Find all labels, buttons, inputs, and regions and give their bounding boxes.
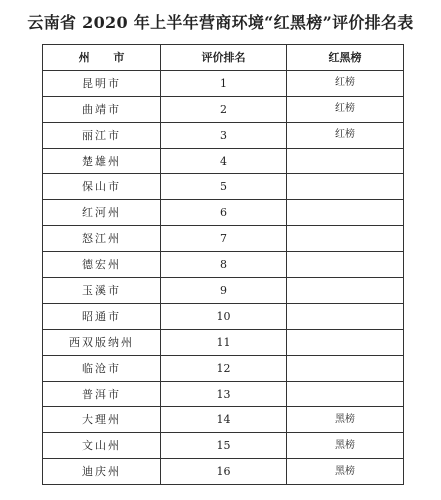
rank-cell: 16 <box>161 459 287 485</box>
rank-cell: 14 <box>161 407 287 433</box>
city-cell: 玉溪市 <box>43 278 161 304</box>
list-label-cell <box>287 174 404 200</box>
table-row <box>43 174 404 200</box>
rank-cell: 3 <box>161 122 287 148</box>
city-cell: 文山州 <box>43 433 161 459</box>
document-title: 云南省 2020 年上半年营商环境“红黑榜”评价排名表 <box>27 13 414 32</box>
table-row <box>43 122 404 148</box>
table-header-row <box>43 45 404 71</box>
city-cell: 丽江市 <box>43 122 161 148</box>
rank-cell: 13 <box>161 381 287 407</box>
header-list: 红黑榜 <box>287 45 404 71</box>
list-label-cell: 黑榜 <box>287 407 404 433</box>
rank-cell: 12 <box>161 355 287 381</box>
rank-cell: 7 <box>161 226 287 252</box>
table-row <box>43 96 404 122</box>
table-row <box>43 252 404 278</box>
rank-cell: 4 <box>161 148 287 174</box>
city-cell: 红河州 <box>43 200 161 226</box>
city-cell: 怒江州 <box>43 226 161 252</box>
list-label-cell <box>287 303 404 329</box>
list-label-cell <box>287 355 404 381</box>
table-row <box>43 278 404 304</box>
list-label-cell <box>287 200 404 226</box>
city-cell: 大理州 <box>43 407 161 433</box>
rank-cell: 15 <box>161 433 287 459</box>
city-cell: 曲靖市 <box>43 96 161 122</box>
city-cell: 临沧市 <box>43 355 161 381</box>
rank-cell: 1 <box>161 70 287 96</box>
rank-cell: 8 <box>161 252 287 278</box>
table-row <box>43 407 404 433</box>
table-row <box>43 329 404 355</box>
table-row <box>43 303 404 329</box>
list-label-cell <box>287 226 404 252</box>
list-label-cell <box>287 148 404 174</box>
header-rank: 评价排名 <box>161 45 287 71</box>
header-city: 州 市 <box>43 45 161 71</box>
list-label-cell <box>287 252 404 278</box>
rank-cell: 10 <box>161 303 287 329</box>
table-body <box>43 70 404 484</box>
list-label-cell <box>287 329 404 355</box>
city-cell: 楚雄州 <box>43 148 161 174</box>
list-label-cell: 黑榜 <box>287 459 404 485</box>
list-label-cell: 红榜 <box>287 122 404 148</box>
city-cell: 昭通市 <box>43 303 161 329</box>
rank-cell: 2 <box>161 96 287 122</box>
city-cell: 迪庆州 <box>43 459 161 485</box>
list-label-cell <box>287 381 404 407</box>
city-cell: 德宏州 <box>43 252 161 278</box>
rank-cell: 5 <box>161 174 287 200</box>
table-row <box>43 381 404 407</box>
table-row <box>43 70 404 96</box>
list-label-cell <box>287 278 404 304</box>
table-row <box>43 355 404 381</box>
city-cell: 西双版纳州 <box>43 329 161 355</box>
city-cell: 保山市 <box>43 174 161 200</box>
table-row <box>43 148 404 174</box>
city-cell: 普洱市 <box>43 381 161 407</box>
ranking-table <box>42 44 404 485</box>
table-row <box>43 459 404 485</box>
table-row <box>43 200 404 226</box>
city-cell: 昆明市 <box>43 70 161 96</box>
rank-cell: 9 <box>161 278 287 304</box>
list-label-cell: 红榜 <box>287 70 404 96</box>
rank-cell: 11 <box>161 329 287 355</box>
list-label-cell: 红榜 <box>287 96 404 122</box>
table-row <box>43 226 404 252</box>
rank-cell: 6 <box>161 200 287 226</box>
table-row <box>43 433 404 459</box>
list-label-cell: 黑榜 <box>287 433 404 459</box>
